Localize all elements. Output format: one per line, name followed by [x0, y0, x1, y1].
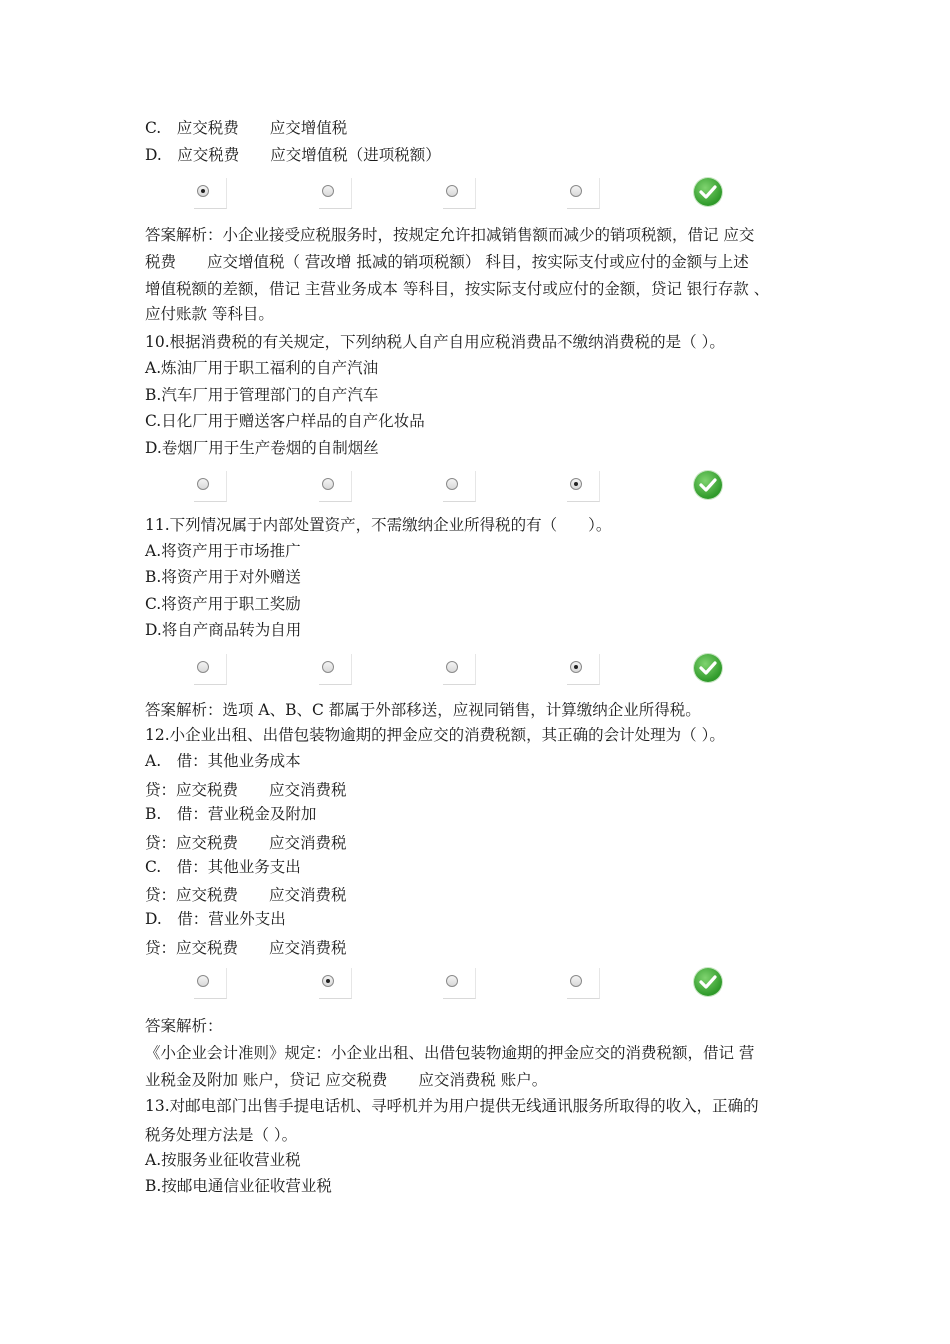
q9-explain-line: 增值税额的差额，借记 主营业务成本 等科目，按实际支付或应付的金额，贷记 银行存款 、 — [145, 280, 770, 298]
q9-answer-row — [194, 178, 734, 210]
q12-radio-a[interactable] — [197, 975, 209, 987]
q12-line: 贷：应交税费 应交消费税 — [145, 939, 347, 957]
q10-answer-row — [194, 471, 734, 503]
q10-option-c: C.日化厂用于赠送客户样品的自产化妆品 — [145, 412, 425, 430]
q10-option-a: A.炼油厂用于职工福利的自产汽油 — [145, 359, 379, 377]
q10-radio-d[interactable] — [570, 478, 582, 490]
q9-explain-line: 答案解析：小企业接受应税服务时，按规定允许扣减销售额而减少的销项税额，借记 应交 — [145, 226, 755, 244]
q12-line: D. 借：营业外支出 — [145, 910, 286, 928]
q10-radio-a[interactable] — [197, 478, 209, 490]
q11-option-d: D.将自产商品转为自用 — [145, 621, 302, 639]
q13-stem-line: 税务处理方法是（ ）。 — [145, 1126, 298, 1144]
q9-radio-c[interactable] — [446, 185, 458, 197]
q12-explain-line: 答案解析： — [145, 1017, 223, 1035]
q12-explain-line: 《小企业会计准则》规定：小企业出租、出借包装物逾期的押金应交的消费税额，借记 营 — [145, 1044, 755, 1062]
q9-radio-d[interactable] — [570, 185, 582, 197]
q9-explain-line: 应付账款 等科目。 — [145, 305, 274, 323]
q12-line: 贷：应交税费 应交消费税 — [145, 781, 347, 799]
q12-line: A. 借：其他业务成本 — [145, 752, 301, 770]
q11-radio-d[interactable] — [570, 661, 582, 673]
correct-check-icon — [694, 654, 722, 682]
q11-explain: 答案解析：选项 A、B、C 都属于外部移送，应视同销售，计算缴纳企业所得税。 — [145, 701, 701, 719]
q12-radio-d[interactable] — [570, 975, 582, 987]
q13-option-a: A.按服务业征收营业税 — [145, 1151, 301, 1169]
q12-explain-line: 业税金及附加 账户，贷记 应交税费 应交消费税 账户。 — [145, 1071, 548, 1089]
q11-option-b: B.将资产用于对外赠送 — [145, 568, 301, 586]
q9-option-c: C. 应交税费 应交增值税 — [145, 119, 348, 137]
q11-option-c: C.将资产用于职工奖励 — [145, 595, 301, 613]
q12-radio-b[interactable] — [322, 975, 334, 987]
q9-radio-b[interactable] — [322, 185, 334, 197]
q13-stem-line: 13.对邮电部门出售手提电话机、寻呼机并为用户提供无线通讯服务所取得的收入，正确的 — [145, 1097, 759, 1115]
q10-stem: 10.根据消费税的有关规定，下列纳税人自产自用应税消费品不缴纳消费税的是（ ）。 — [145, 333, 725, 351]
q9-radio-a[interactable] — [197, 185, 209, 197]
q12-answer-row — [194, 968, 734, 1000]
q10-radio-c[interactable] — [446, 478, 458, 490]
q9-option-d: D. 应交税费 应交增值税（进项税额） — [145, 146, 441, 164]
q11-option-a: A.将资产用于市场推广 — [145, 542, 301, 560]
q11-answer-row — [194, 654, 734, 686]
q12-line: 贷：应交税费 应交消费税 — [145, 834, 347, 852]
q12-radio-c[interactable] — [446, 975, 458, 987]
q12-line: B. 借：营业税金及附加 — [145, 805, 317, 823]
q13-option-b: B.按邮电通信业征收营业税 — [145, 1177, 332, 1195]
q10-radio-b[interactable] — [322, 478, 334, 490]
q12-line: 贷：应交税费 应交消费税 — [145, 886, 347, 904]
q9-explain-line: 税费 应交增值税（ 营改增 抵减的销项税额） 科目，按实际支付或应付的金额与上述 — [145, 253, 749, 271]
q11-radio-a[interactable] — [197, 661, 209, 673]
q12-stem: 12.小企业出租、出借包装物逾期的押金应交的消费税额，其正确的会计处理为（ ）。 — [145, 726, 725, 744]
correct-check-icon — [694, 178, 722, 206]
correct-check-icon — [694, 968, 722, 996]
q10-option-d: D.卷烟厂用于生产卷烟的自制烟丝 — [145, 439, 379, 457]
q10-option-b: B.汽车厂用于管理部门的自产汽车 — [145, 386, 379, 404]
correct-check-icon — [694, 471, 722, 499]
q11-radio-c[interactable] — [446, 661, 458, 673]
q11-stem: 11.下列情况属于内部处置资产，不需缴纳企业所得税的有（ ）。 — [145, 516, 612, 534]
q12-line: C. 借：其他业务支出 — [145, 858, 301, 876]
q11-radio-b[interactable] — [322, 661, 334, 673]
